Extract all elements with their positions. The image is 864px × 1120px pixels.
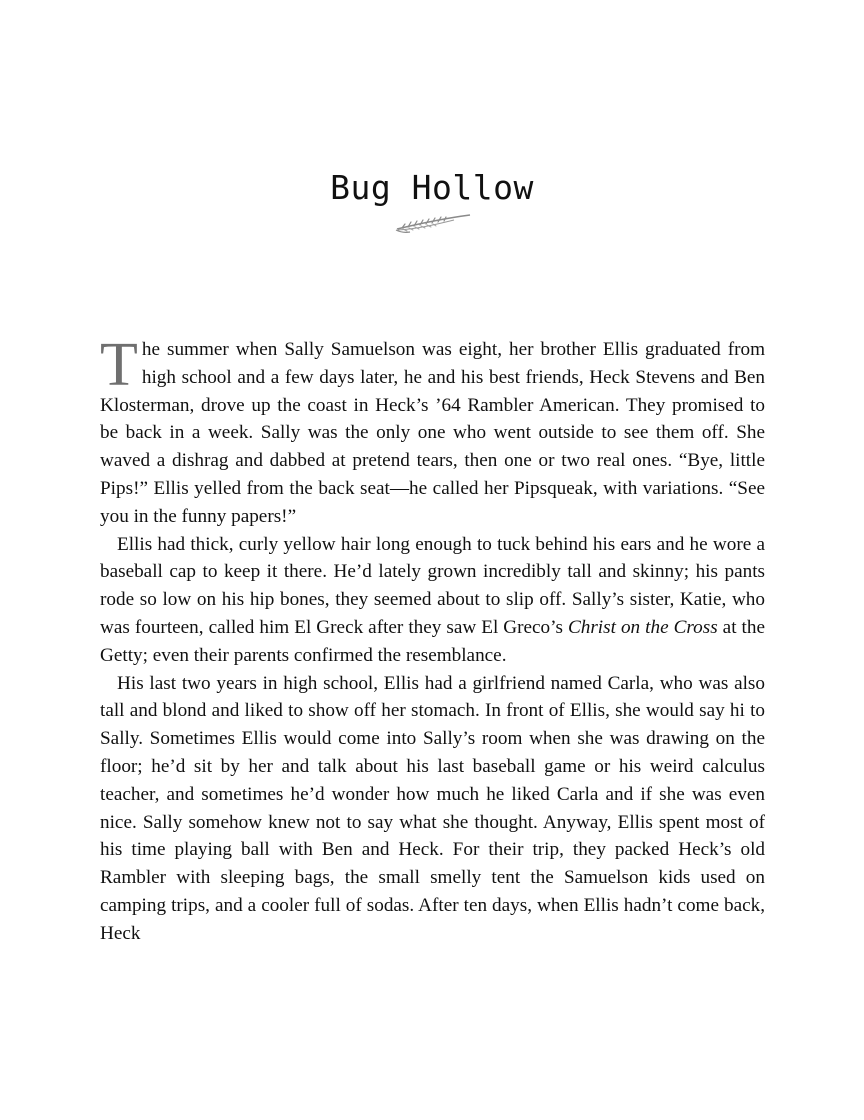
chapter-title: Bug Hollow (330, 168, 534, 207)
paragraph-2-text-end: at the Getty; even their parents confirmed the resemblance. (100, 616, 765, 666)
paragraph-3-text: His last two years in high school, Ellis had a girlfriend named Carla, who was also tall and blond and liked to show off her stomach. In front of Ellis, she would say hi to Sally. Sometimes Ellis would come into Sally’s room when she was drawing on the floor; he’d sit by her and talk about his last baseball game or his weird calculus teacher, and sometimes he’d wonder how much he liked Carla and if she was even nice. Sally somehow knew not to say what she thought. Anyway, Ellis spent most of his time playing ball with Ben and Heck. For their trip, they packed Heck’s old Rambler with sleeping bags, the small smelly tent the Samuelson kids used on camping trips, and a cooler full of sodas. After ten days, when Ellis hadn’t come back, Heck (100, 672, 765, 944)
chapter-body (100, 331, 765, 948)
paragraph-1-text: he summer when Sally Samuelson was eight, her brother Ellis graduated from high school and a few days later, he and his best friends, Heck Stevens and Ben Klosterman, drove up the coast in Heck’s ’64 Rambler American. They promised to be back in a week. Sally was the only one who went outside to see them off. She waved a dishrag and dabbed at pretend tears, then one or two real ones. “Bye, little Pips!” Ellis yelled from the back seat—he called her Pipsqueak, with variations. “See you in the funny papers!” (100, 339, 765, 527)
paragraph-2 (100, 531, 765, 670)
feather-flourish-icon (394, 212, 472, 236)
paragraph-2-text-start: Ellis had thick, curly yellow hair long enough to tuck behind his ears and he wore a baseball cap to keep it there. He’d lately grown incredibly tall and skinny; his pants rode so low on his hip bones, they seemed about to slip off. Sally’s sister, Katie, who was fourteen, called him El Greck after they saw El Greco’s (100, 533, 765, 638)
painting-title: Christ on the Cross (567, 616, 718, 638)
paragraph-3 (100, 670, 765, 948)
drop-cap: T (100, 331, 138, 399)
paragraph-1 (100, 331, 765, 531)
